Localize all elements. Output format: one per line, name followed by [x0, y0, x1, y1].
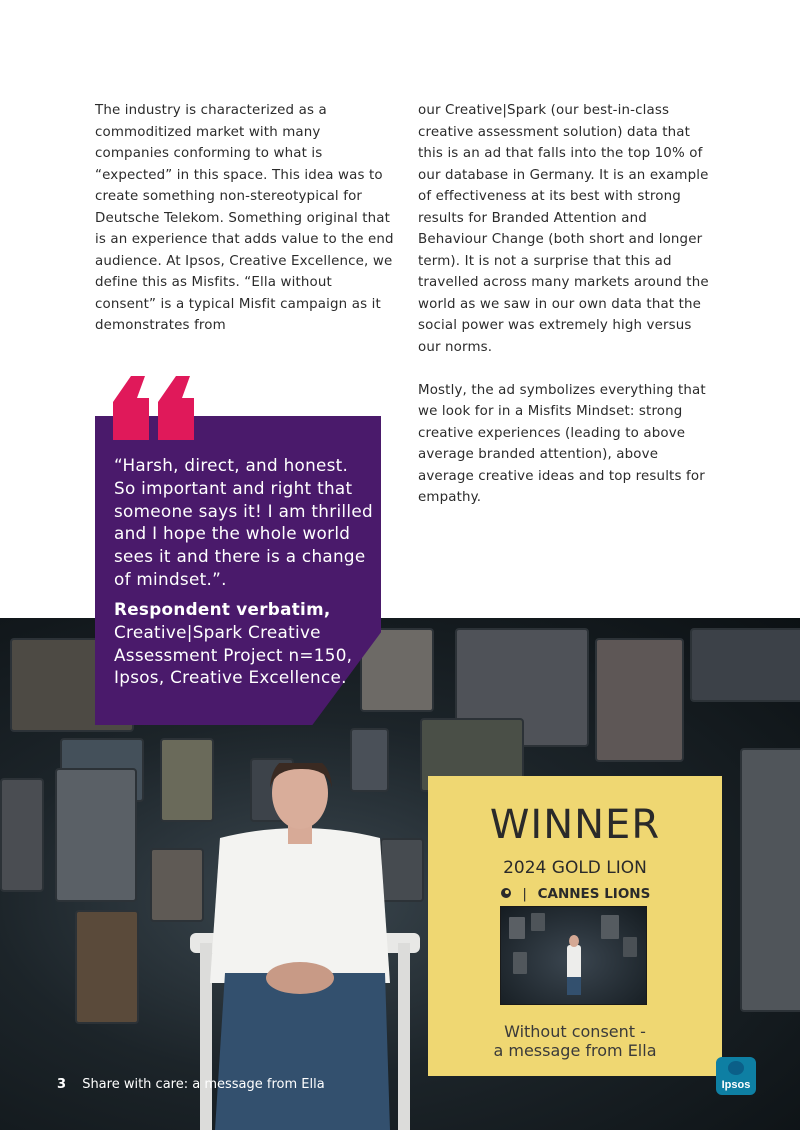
- award-caption: [428, 1022, 722, 1060]
- award-thumbnail: [500, 906, 647, 1005]
- woman-figure: [180, 763, 440, 1130]
- quote-attribution: [114, 598, 364, 689]
- right-paragraph-2: Mostly, the ad symbolizes everything that we look for in a Misfits Mindset: strong creative experiences (leading to above average branded attention), above average creative ideas and top results for empathy.: [418, 382, 706, 505]
- award-winner: WINNER: [489, 802, 661, 848]
- right-column: [418, 100, 716, 530]
- ipsos-logo-bubble: [728, 1061, 744, 1075]
- ipsos-logo-text: Ipsos: [721, 1079, 751, 1091]
- left-paragraph: The industry is characterized as a commoditized market with many companies conforming to what is “expected” in this space. This idea was to create something non-stereotypical for Deutsche Telekom. Something original that is an experience that adds value to the end audience. At Ipsos, Creative Excellence, we define this as Misfits. “Ella without consent” is a typical Misfit campaign as it demonstrates from: [95, 103, 394, 333]
- award-gold-lion: 2024 GOLD LION: [503, 858, 647, 878]
- award-card: [428, 776, 722, 1076]
- right-paragraph-1: our Creative|Spark (our best-in-class creative assessment solution) data that this is an ad that falls into the top 10% of our database in Germany. It is an example of effectiveness at its best with strong results for Branded Attention and Behaviour Change (both short and longer term). It is not a surprise that this ad travelled across many markets around the world as we saw in our own data that the social power was extremely high versus our norms.: [418, 103, 709, 355]
- footer-title: Share with care: a message from Ella: [82, 1077, 325, 1092]
- award-caption-line2: a message from Ella: [493, 1041, 657, 1060]
- footer: [57, 1077, 325, 1092]
- ipsos-logo: [716, 1057, 756, 1095]
- award-cannes: [428, 886, 722, 902]
- quote-mark-icon: [113, 376, 197, 440]
- award-caption-line1: Without consent -: [504, 1022, 646, 1041]
- quote-text: “Harsh, direct, and honest. So important and right that someone says it! I am thrilled and I hope the whole world sees it and there is a change of mindset.”.: [114, 455, 373, 589]
- quote-attribution-bold: Respondent verbatim,: [114, 599, 331, 619]
- lion-icon: [500, 887, 512, 899]
- award-cannes-text: CANNES LIONS: [537, 886, 651, 902]
- page-number: 3: [57, 1077, 67, 1092]
- left-column: [95, 100, 395, 358]
- quote-attribution-text: Creative|Spark Creative Assessment Project n=150, Ipsos, Creative Excellence.: [114, 621, 353, 688]
- award-separator: |: [522, 886, 527, 902]
